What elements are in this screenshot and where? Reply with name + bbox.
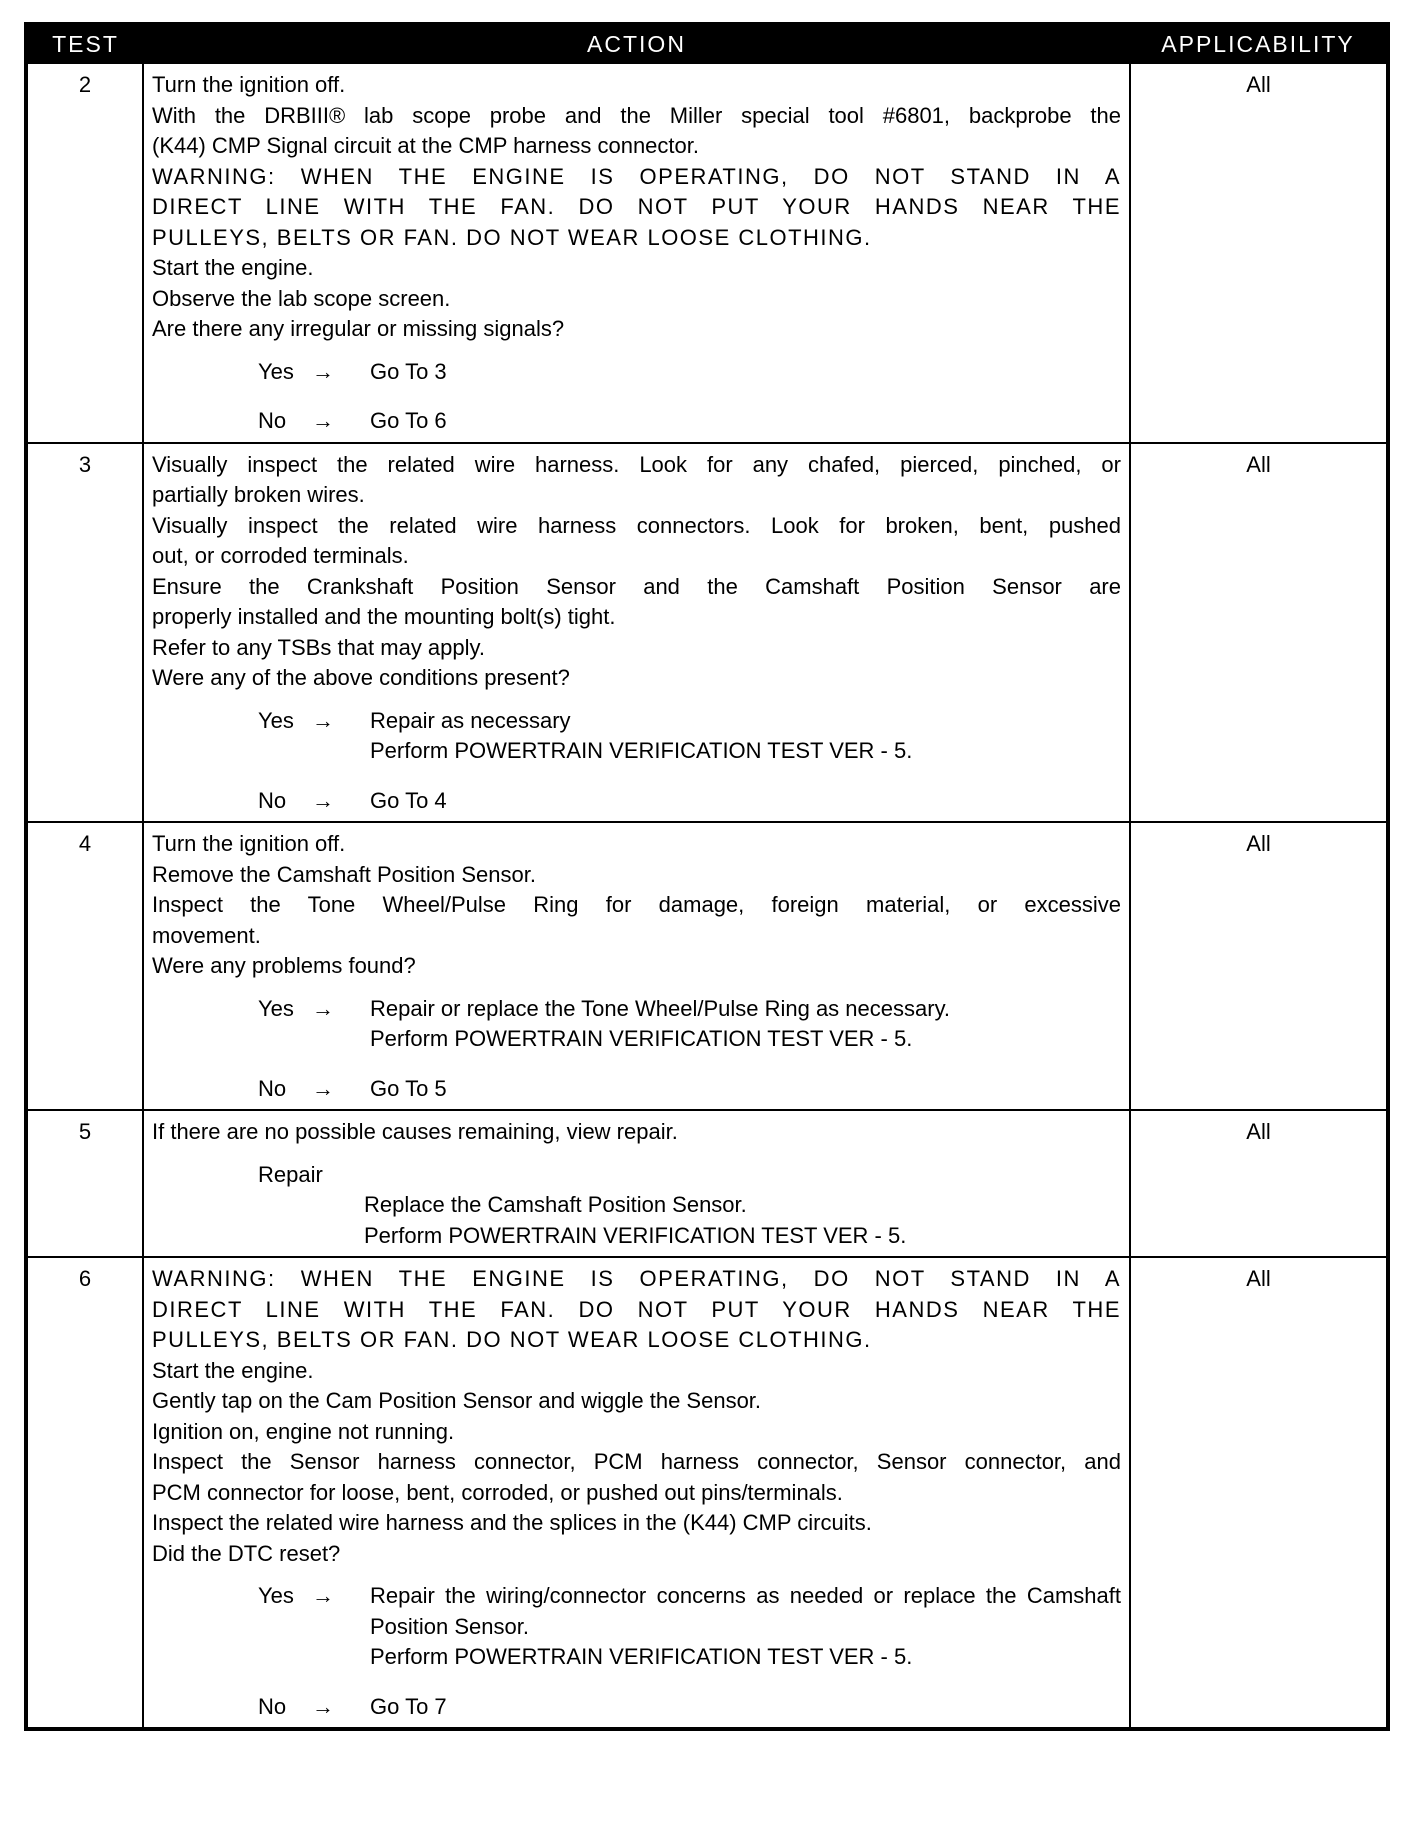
repair-step: Perform POWERTRAIN VERIFICATION TEST VER - 5. bbox=[364, 1222, 907, 1248]
action-line: Start the engine. bbox=[152, 255, 314, 280]
outcome-line: Go To 6 bbox=[370, 408, 447, 433]
test-number: 3 bbox=[26, 443, 143, 823]
outcome-label: No bbox=[258, 787, 287, 813]
outcome-line: Go To 4 bbox=[370, 787, 447, 813]
outcome-label: No bbox=[258, 1693, 287, 1719]
warning-line: PULLEYS, BELTS OR FAN. DO NOT WEAR LOOSE CLOTHING. bbox=[152, 224, 872, 250]
right-arrow-icon: → bbox=[312, 707, 334, 733]
outcome-text bbox=[370, 1581, 1121, 1673]
applicability: All bbox=[1130, 443, 1388, 823]
action-line: Turn the ignition off. bbox=[152, 72, 346, 97]
outcomes bbox=[152, 994, 1121, 1105]
action-line: movement. bbox=[152, 922, 261, 948]
right-arrow-icon: → bbox=[312, 1693, 334, 1719]
warning-line: WARNING: WHEN THE ENGINE IS OPERATING, DO NOT STAND IN A bbox=[152, 1266, 1121, 1291]
table-row bbox=[26, 63, 1388, 443]
outcomes bbox=[152, 357, 1121, 437]
outcome-text bbox=[370, 1074, 1121, 1105]
action-line: Visually inspect the related wire harness connectors. Look for broken, bent, pushed bbox=[152, 512, 1121, 538]
outcome-yes bbox=[258, 706, 1121, 767]
outcome-yes bbox=[258, 357, 1121, 388]
action-line: partially broken wires. bbox=[152, 482, 365, 507]
action-line: PCM connector for loose, bent, corroded, or pushed out pins/terminals. bbox=[152, 1479, 843, 1505]
table-row bbox=[26, 822, 1388, 1110]
outcome-line: Perform POWERTRAIN VERIFICATION TEST VER - 5. bbox=[370, 1644, 913, 1669]
action-cell bbox=[143, 443, 1130, 823]
outcomes bbox=[152, 706, 1121, 817]
right-arrow-icon: → bbox=[312, 1075, 334, 1101]
repair-step: Replace the Camshaft Position Sensor. bbox=[364, 1192, 747, 1217]
action-cell bbox=[143, 63, 1130, 443]
outcome-text bbox=[370, 406, 1121, 437]
action-line: Did the DTC reset? bbox=[152, 1540, 341, 1566]
action-line: Inspect the related wire harness and the splices in the (K44) CMP circuits. bbox=[152, 1510, 872, 1535]
outcome-no bbox=[258, 1074, 1121, 1105]
action-cell bbox=[143, 822, 1130, 1110]
outcome-label: Yes bbox=[258, 358, 294, 384]
outcome-text bbox=[370, 706, 1121, 767]
right-arrow-icon: → bbox=[312, 787, 334, 813]
action-line: Ensure the Crankshaft Position Sensor and the Camshaft Position Sensor are bbox=[152, 573, 1121, 599]
outcome-no bbox=[258, 786, 1121, 817]
action-line: Were any problems found? bbox=[152, 953, 416, 978]
applicability: All bbox=[1130, 822, 1388, 1110]
action-line: Were any of the above conditions present? bbox=[152, 665, 570, 690]
right-arrow-icon: → bbox=[312, 995, 334, 1021]
outcome-line: Perform POWERTRAIN VERIFICATION TEST VER - 5. bbox=[370, 1026, 913, 1051]
outcome-line: Go To 5 bbox=[370, 1075, 447, 1101]
action-line: Remove the Camshaft Position Sensor. bbox=[152, 861, 536, 887]
action-cell bbox=[143, 1110, 1130, 1257]
diagnostic-page bbox=[24, 22, 1386, 1731]
outcome-line: Go To 7 bbox=[370, 1693, 447, 1719]
test-number: 6 bbox=[26, 1257, 143, 1729]
table-row bbox=[26, 1110, 1388, 1257]
outcome-label: Yes bbox=[258, 707, 294, 733]
repair-steps bbox=[364, 1190, 1121, 1251]
action-line: out, or corroded terminals. bbox=[152, 543, 409, 568]
table-row bbox=[26, 1257, 1388, 1729]
warning-line: WARNING: WHEN THE ENGINE IS OPERATING, DO NOT STAND IN A bbox=[152, 163, 1121, 189]
header-action: ACTION bbox=[143, 24, 1130, 63]
outcome-text bbox=[370, 994, 1121, 1055]
outcome-text bbox=[370, 357, 1121, 388]
action-line: Gently tap on the Cam Position Sensor and wiggle the Sensor. bbox=[152, 1388, 762, 1413]
action-line: Observe the lab scope screen. bbox=[152, 285, 451, 311]
action-line: properly installed and the mounting bolt(s) tight. bbox=[152, 604, 616, 629]
table-row bbox=[26, 443, 1388, 823]
right-arrow-icon: → bbox=[312, 358, 334, 384]
test-number: 5 bbox=[26, 1110, 143, 1257]
outcome-line: Perform POWERTRAIN VERIFICATION TEST VER - 5. bbox=[370, 738, 913, 763]
test-number: 2 bbox=[26, 63, 143, 443]
outcome-label: No bbox=[258, 1075, 287, 1101]
action-line: Visually inspect the related wire harness. Look for any chafed, pierced, pinched, or bbox=[152, 451, 1121, 477]
right-arrow-icon: → bbox=[312, 408, 334, 433]
outcome-yes bbox=[258, 994, 1121, 1055]
outcome-line: Repair as necessary bbox=[370, 707, 571, 733]
right-arrow-icon: → bbox=[312, 1583, 334, 1608]
outcome-no bbox=[258, 1692, 1121, 1723]
action-line: Inspect the Tone Wheel/Pulse Ring for damage, foreign material, or excessive bbox=[152, 892, 1121, 917]
test-number: 4 bbox=[26, 822, 143, 1110]
repair-label: Repair bbox=[258, 1161, 323, 1187]
action-line: Start the engine. bbox=[152, 1357, 314, 1383]
table-header-row bbox=[26, 24, 1388, 63]
action-line: With the DRBIII® lab scope probe and the Miller special tool #6801, backprobe the bbox=[152, 102, 1121, 128]
outcome-label: Yes bbox=[258, 1583, 294, 1608]
outcome-text bbox=[370, 1692, 1121, 1723]
repair-block bbox=[258, 1160, 1121, 1252]
applicability: All bbox=[1130, 63, 1388, 443]
action-cell bbox=[143, 1257, 1130, 1729]
outcome-yes bbox=[258, 1581, 1121, 1673]
applicability: All bbox=[1130, 1110, 1388, 1257]
outcome-line: Repair the wiring/connector concerns as needed or replace the Camshaft Position Sensor. bbox=[370, 1583, 1121, 1639]
action-line: If there are no possible causes remaining, view repair. bbox=[152, 1119, 678, 1144]
header-applicability: APPLICABILITY bbox=[1130, 24, 1388, 63]
warning-line: PULLEYS, BELTS OR FAN. DO NOT WEAR LOOSE CLOTHING. bbox=[152, 1327, 872, 1352]
outcome-text bbox=[370, 786, 1121, 817]
diagnostic-table bbox=[24, 22, 1390, 1731]
action-line: Ignition on, engine not running. bbox=[152, 1418, 455, 1444]
outcome-label: Yes bbox=[258, 995, 294, 1021]
outcomes bbox=[152, 1581, 1121, 1722]
outcome-no bbox=[258, 406, 1121, 437]
warning-line: DIRECT LINE WITH THE FAN. DO NOT PUT YOUR HANDS NEAR THE bbox=[152, 194, 1121, 219]
action-line: Turn the ignition off. bbox=[152, 831, 346, 856]
outcome-line: Go To 3 bbox=[370, 358, 447, 384]
outcome-label: No bbox=[258, 408, 287, 433]
action-line: (K44) CMP Signal circuit at the CMP harness connector. bbox=[152, 133, 699, 158]
header-test: TEST bbox=[26, 24, 143, 63]
warning-line: DIRECT LINE WITH THE FAN. DO NOT PUT YOUR HANDS NEAR THE bbox=[152, 1296, 1121, 1322]
action-line: Are there any irregular or missing signals? bbox=[152, 316, 565, 341]
outcome-line: Repair or replace the Tone Wheel/Pulse Ring as necessary. bbox=[370, 995, 951, 1021]
action-line: Refer to any TSBs that may apply. bbox=[152, 634, 486, 660]
applicability: All bbox=[1130, 1257, 1388, 1729]
action-line: Inspect the Sensor harness connector, PCM harness connector, Sensor connector, and bbox=[152, 1449, 1121, 1474]
